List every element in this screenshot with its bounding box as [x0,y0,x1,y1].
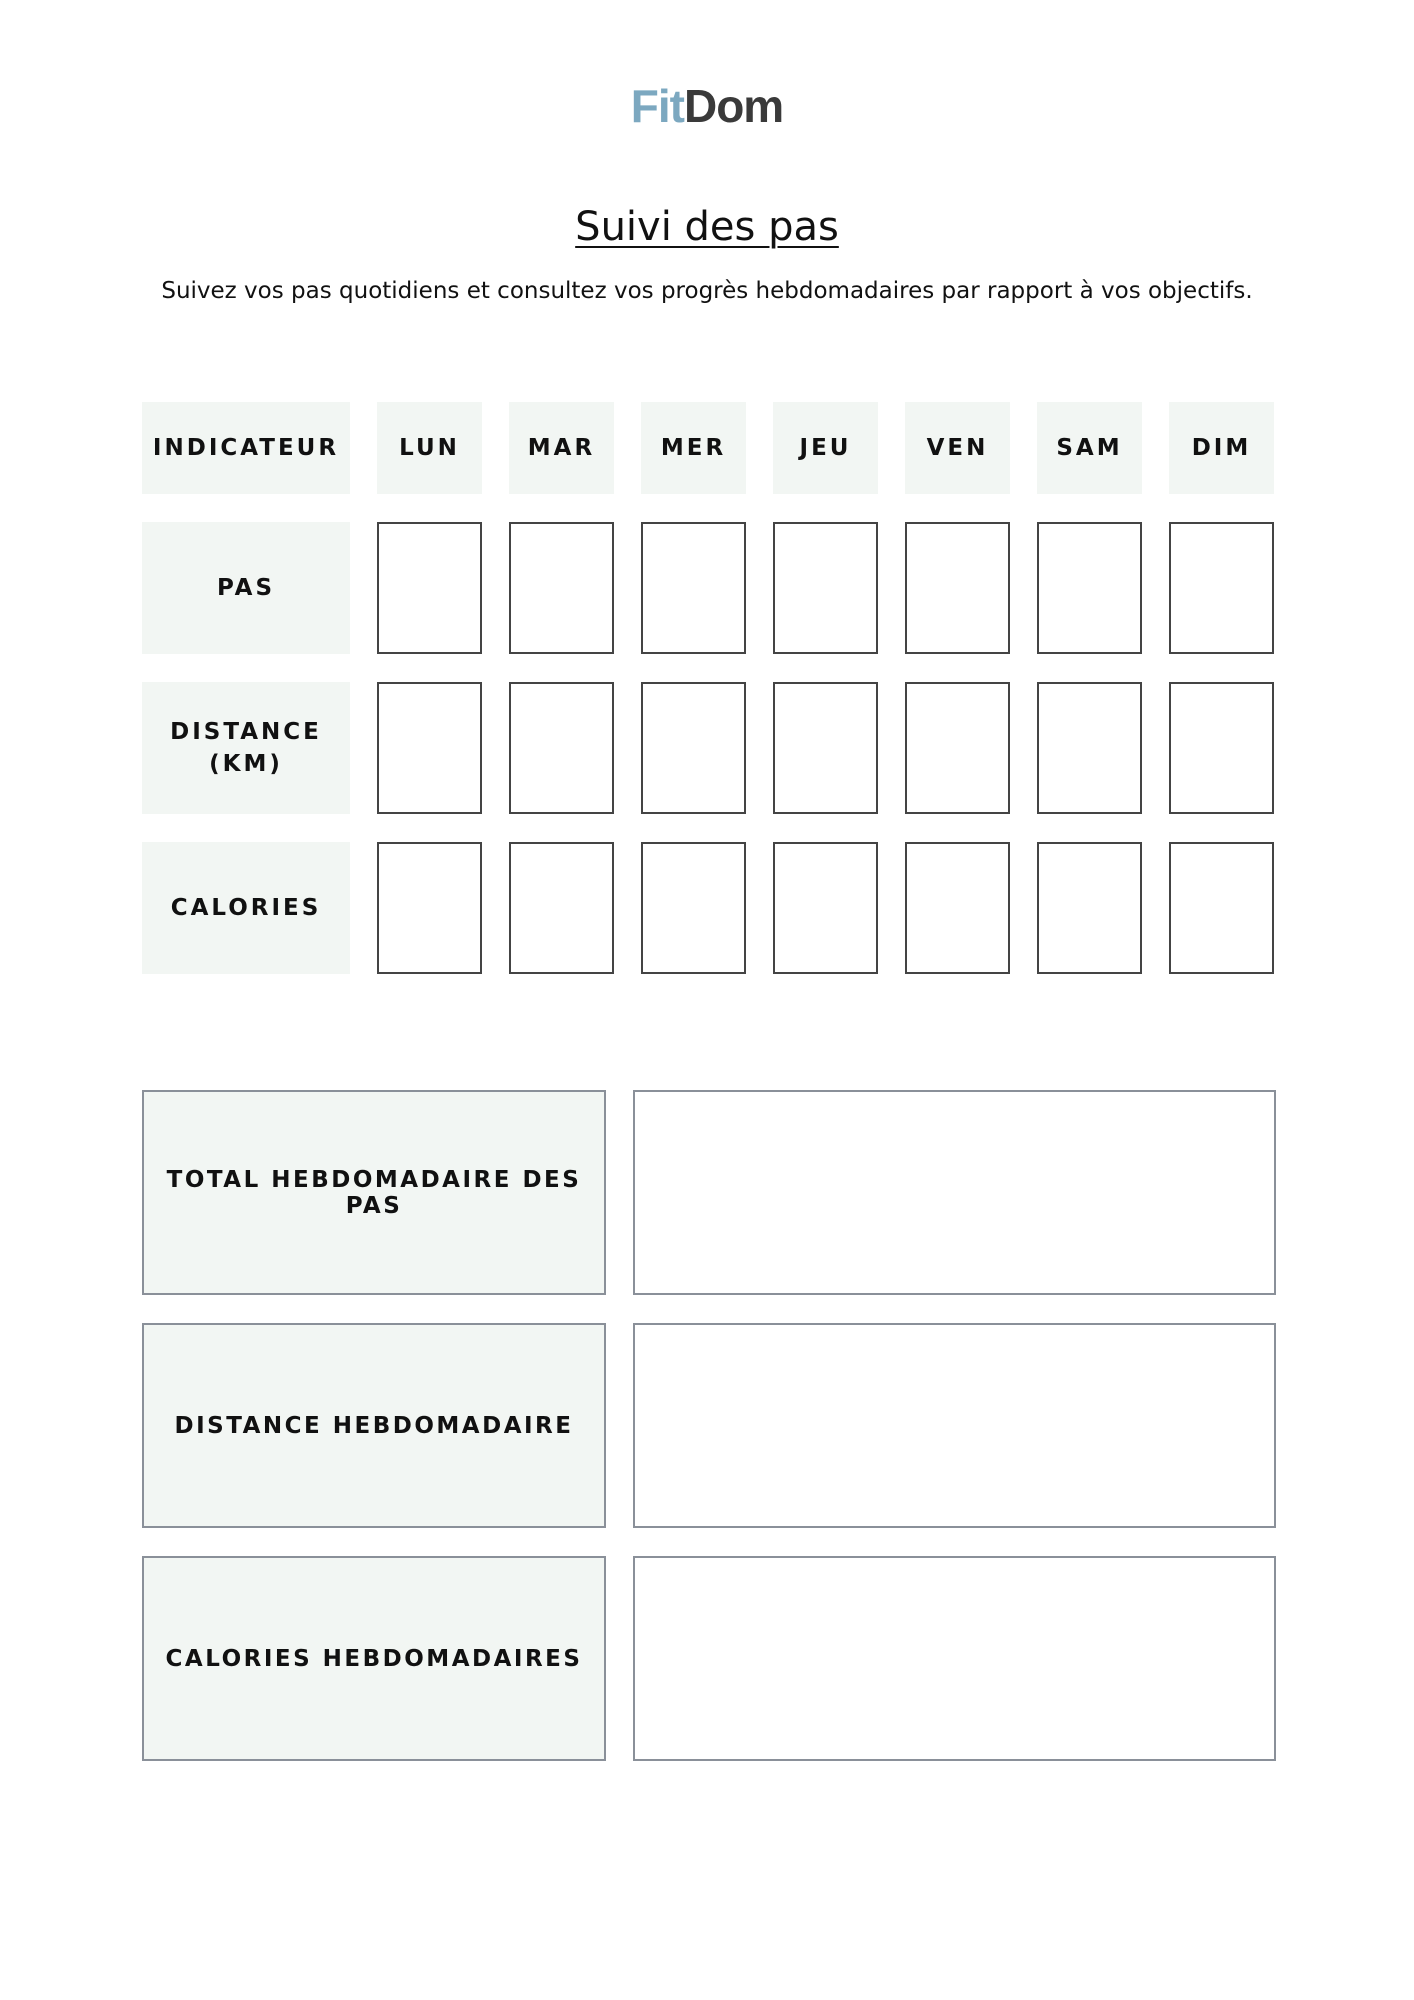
entry-calories-sam[interactable] [1037,842,1142,974]
entry-calories-ven[interactable] [905,842,1010,974]
header-day-lun: LUN [377,402,482,494]
brand-logo-part-fit: Fit [630,80,684,132]
brand-logo-part-dom: Dom [683,80,784,132]
entry-pas-jeu[interactable] [773,522,878,654]
entry-calories-jeu[interactable] [773,842,878,974]
entry-distance-km-jeu[interactable] [773,682,878,814]
entry-pas-sam[interactable] [1037,522,1142,654]
entry-calories-mer[interactable] [641,842,746,974]
summary-value-calories-hebdomadaires[interactable] [633,1556,1276,1761]
summary-label-calories-hebdomadaires: CALORIES HEBDOMADAIRES [142,1556,606,1761]
entry-calories-lun[interactable] [377,842,482,974]
entry-distance-km-dim[interactable] [1169,682,1274,814]
header-day-jeu: JEU [773,402,878,494]
entry-calories-dim[interactable] [1169,842,1274,974]
brand-logo [0,78,1414,134]
row-label-calories: CALORIES [142,842,350,974]
entry-pas-ven[interactable] [905,522,1010,654]
entry-pas-dim[interactable] [1169,522,1274,654]
row-label-text: DISTANCE (KM) [170,719,322,777]
summary-label-distance-hebdomadaire: DISTANCE HEBDOMADAIRE [142,1323,606,1528]
header-day-mer: MER [641,402,746,494]
row-label-distance-km [142,682,350,814]
row-label-pas: PAS [142,522,350,654]
summary-value-total-hebdomadaire-des-pas[interactable] [633,1090,1276,1295]
page-title: Suivi des pas [575,204,839,250]
header-day-sam: SAM [1037,402,1142,494]
page-subtitle: Suivez vos pas quotidiens et consultez vos progrès hebdomadaires par rapport à vos objectifs. [161,278,1253,304]
header-day-mar: MAR [509,402,614,494]
entry-distance-km-ven[interactable] [905,682,1010,814]
header-day-ven: VEN [905,402,1010,494]
header-day-dim: DIM [1169,402,1274,494]
entry-distance-km-mar[interactable] [509,682,614,814]
summary-value-distance-hebdomadaire[interactable] [633,1323,1276,1528]
entry-pas-mer[interactable] [641,522,746,654]
summary-label-total-hebdomadaire-des-pas: TOTAL HEBDOMADAIRE DES PAS [142,1090,606,1295]
entry-pas-lun[interactable] [377,522,482,654]
entry-pas-mar[interactable] [509,522,614,654]
entry-distance-km-lun[interactable] [377,682,482,814]
entry-calories-mar[interactable] [509,842,614,974]
entry-distance-km-sam[interactable] [1037,682,1142,814]
header-indicator: INDICATEUR [142,402,350,494]
entry-distance-km-mer[interactable] [641,682,746,814]
